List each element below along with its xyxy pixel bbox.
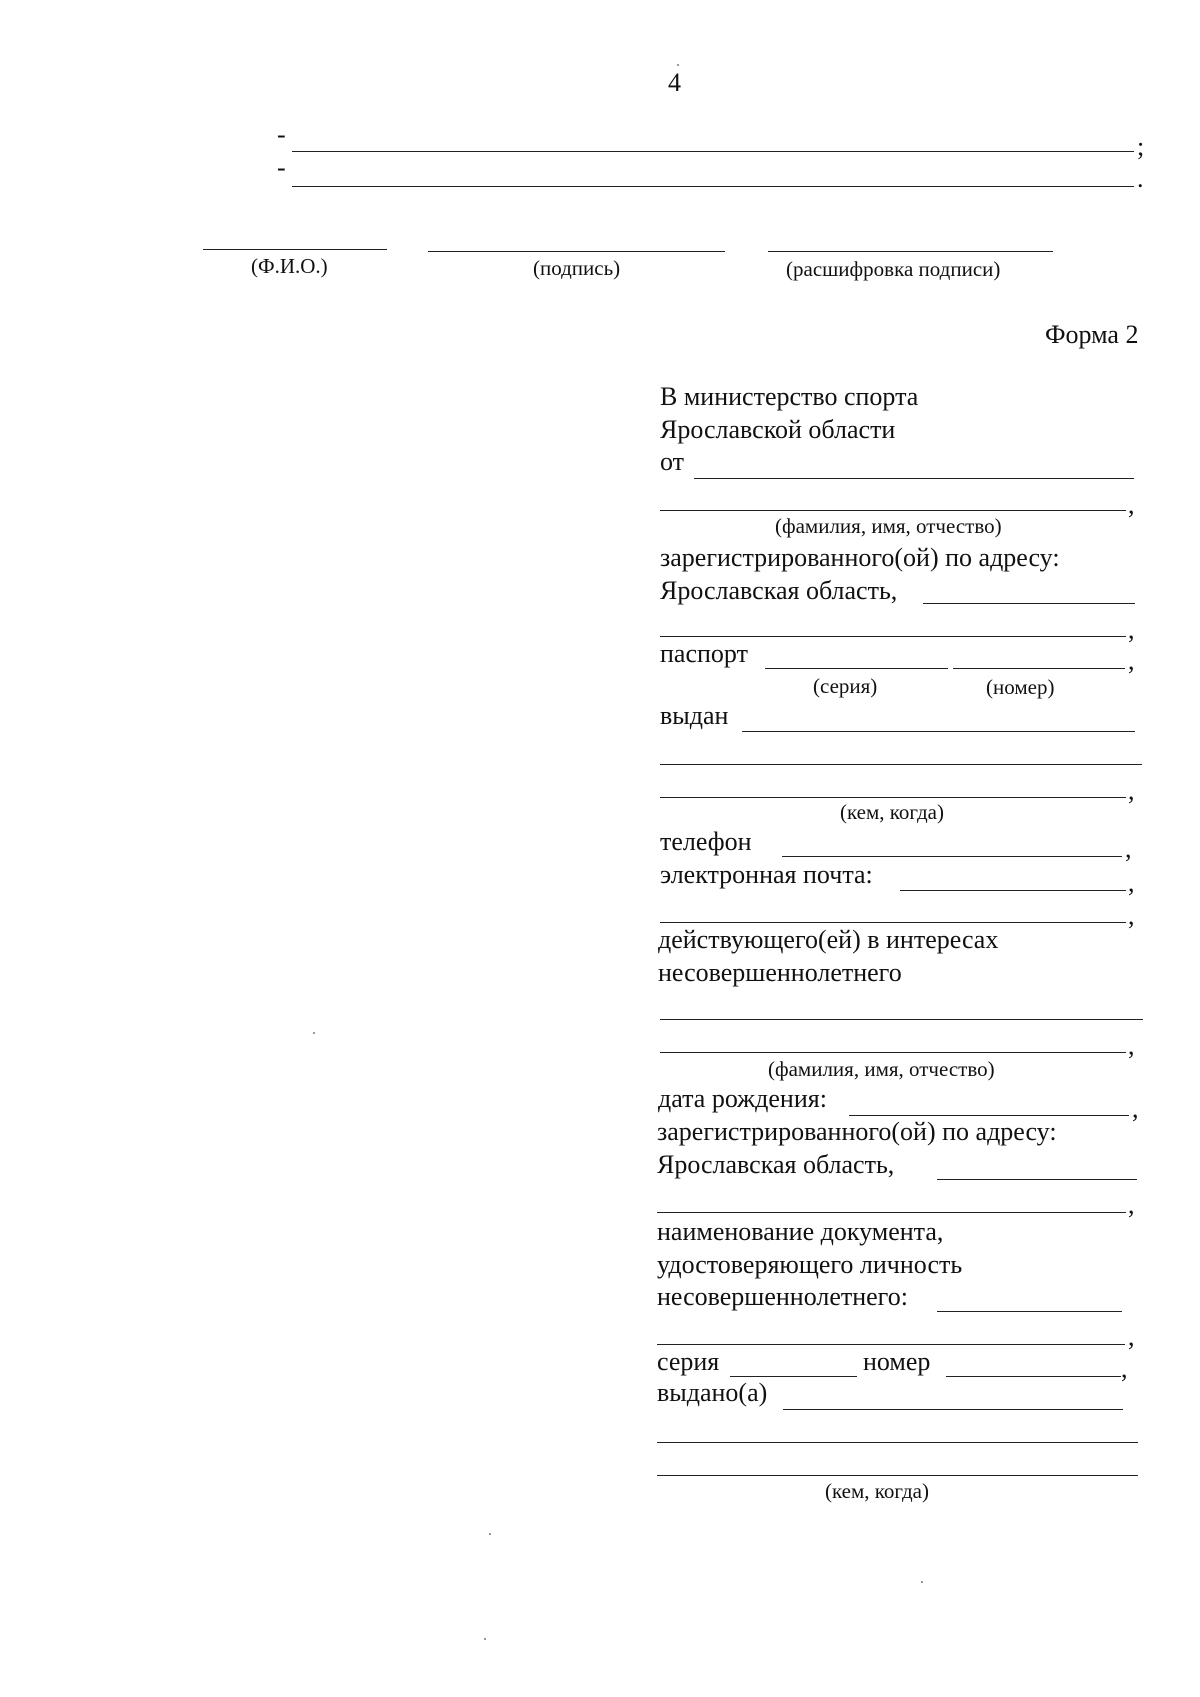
acting-label-1: действующего(ей) в интересах	[658, 925, 999, 954]
minor-region-label: Ярославская область,	[657, 1150, 895, 1179]
signature-decoding-caption: (расшифровка подписи)	[786, 257, 1001, 281]
doc-name-label-3: несовершеннолетнего:	[657, 1282, 908, 1311]
issued-line-2	[660, 764, 1142, 765]
addressee-line-1: В министерство спорта	[660, 382, 919, 411]
issued-minor-line-3	[657, 1475, 1138, 1476]
line-period: .	[1137, 164, 1144, 193]
email-label: электронная почта:	[660, 860, 873, 889]
acting-label-2: несовершеннолетнего	[658, 958, 902, 987]
page-number: 4	[668, 68, 681, 97]
registered-label: зарегистрированного(ой) по адресу:	[660, 543, 1060, 572]
address-line	[660, 636, 1126, 637]
phone-label: телефон	[660, 827, 752, 856]
series-label: серия	[657, 1347, 720, 1376]
minor-registered-label: зарегистрированного(ой) по адресу:	[657, 1117, 1057, 1146]
applicant-fio-caption: (фамилия, имя, отчество)	[775, 514, 1002, 538]
issued-line-1	[742, 731, 1135, 732]
phone-line	[782, 856, 1122, 857]
comma: ,	[1128, 1031, 1135, 1060]
birth-date-line	[849, 1115, 1129, 1116]
list-dash-1: -	[277, 120, 286, 149]
signature-caption: (подпись)	[533, 256, 621, 280]
minor-fio-line-1	[660, 1019, 1143, 1020]
blank-line-2	[292, 186, 1134, 187]
issued-line-3	[660, 797, 1126, 798]
minor-fio-caption: (фамилия, имя, отчество)	[768, 1057, 995, 1081]
addressee-line-2: Ярославской области	[660, 415, 896, 444]
passport-label: паспорт	[660, 639, 748, 668]
passport-number-line	[953, 668, 1125, 669]
fio-caption: (Ф.И.О.)	[251, 254, 328, 278]
issued-label: выдан	[660, 701, 729, 730]
comma: ,	[1128, 646, 1135, 675]
issued-minor-label: выдано(а)	[657, 1378, 768, 1407]
comma: ,	[1132, 1094, 1139, 1123]
signature-line	[428, 251, 725, 252]
doc-name-line-2	[657, 1344, 1125, 1345]
signature-decoding-line	[768, 251, 1053, 252]
from-label: от	[660, 447, 685, 476]
issued-minor-line-1	[783, 1409, 1123, 1410]
scan-speck	[677, 64, 679, 66]
email-line-2	[660, 922, 1126, 923]
who-when-caption: (кем, когда)	[840, 800, 944, 824]
scan-speck	[489, 1533, 491, 1535]
scan-speck	[484, 1638, 486, 1640]
comma: ,	[1128, 490, 1135, 519]
fio-line	[203, 249, 387, 250]
who-when-caption-2: (кем, когда)	[825, 1479, 929, 1503]
passport-series-line	[765, 668, 948, 669]
scan-speck	[921, 1581, 923, 1583]
comma: ,	[1128, 901, 1135, 930]
doc-name-line	[937, 1311, 1122, 1312]
minor-address-line	[657, 1212, 1126, 1213]
comma: ,	[1128, 1190, 1135, 1219]
issued-minor-line-2	[657, 1442, 1138, 1443]
comma: ,	[1121, 1354, 1128, 1383]
doc-name-label-1: наименование документа,	[657, 1217, 944, 1246]
comma: ,	[1125, 834, 1132, 863]
from-line	[694, 478, 1134, 479]
birth-date-label: дата рождения:	[658, 1084, 827, 1113]
comma: ,	[1128, 615, 1135, 644]
list-dash-2: -	[277, 153, 286, 182]
doc-name-label-2: удостоверяющего личность	[657, 1250, 963, 1279]
comma: ,	[1128, 776, 1135, 805]
number-line	[946, 1376, 1121, 1377]
comma: ,	[1128, 868, 1135, 897]
applicant-fio-line	[660, 510, 1126, 511]
region-label: Ярославская область,	[660, 576, 898, 605]
number-label: номер	[863, 1347, 931, 1376]
number-caption: (номер)	[986, 675, 1055, 699]
minor-region-line	[937, 1179, 1137, 1180]
minor-fio-line-2	[660, 1052, 1126, 1053]
email-line	[900, 890, 1126, 891]
line-semicolon: ;	[1137, 132, 1145, 161]
comma: ,	[1128, 1322, 1135, 1351]
blank-line-1	[292, 151, 1134, 152]
series-caption: (серия)	[813, 674, 878, 698]
form-label: Форма 2	[1045, 320, 1139, 349]
series-line	[730, 1376, 857, 1377]
scan-speck	[313, 1032, 315, 1034]
region-line	[923, 603, 1135, 604]
